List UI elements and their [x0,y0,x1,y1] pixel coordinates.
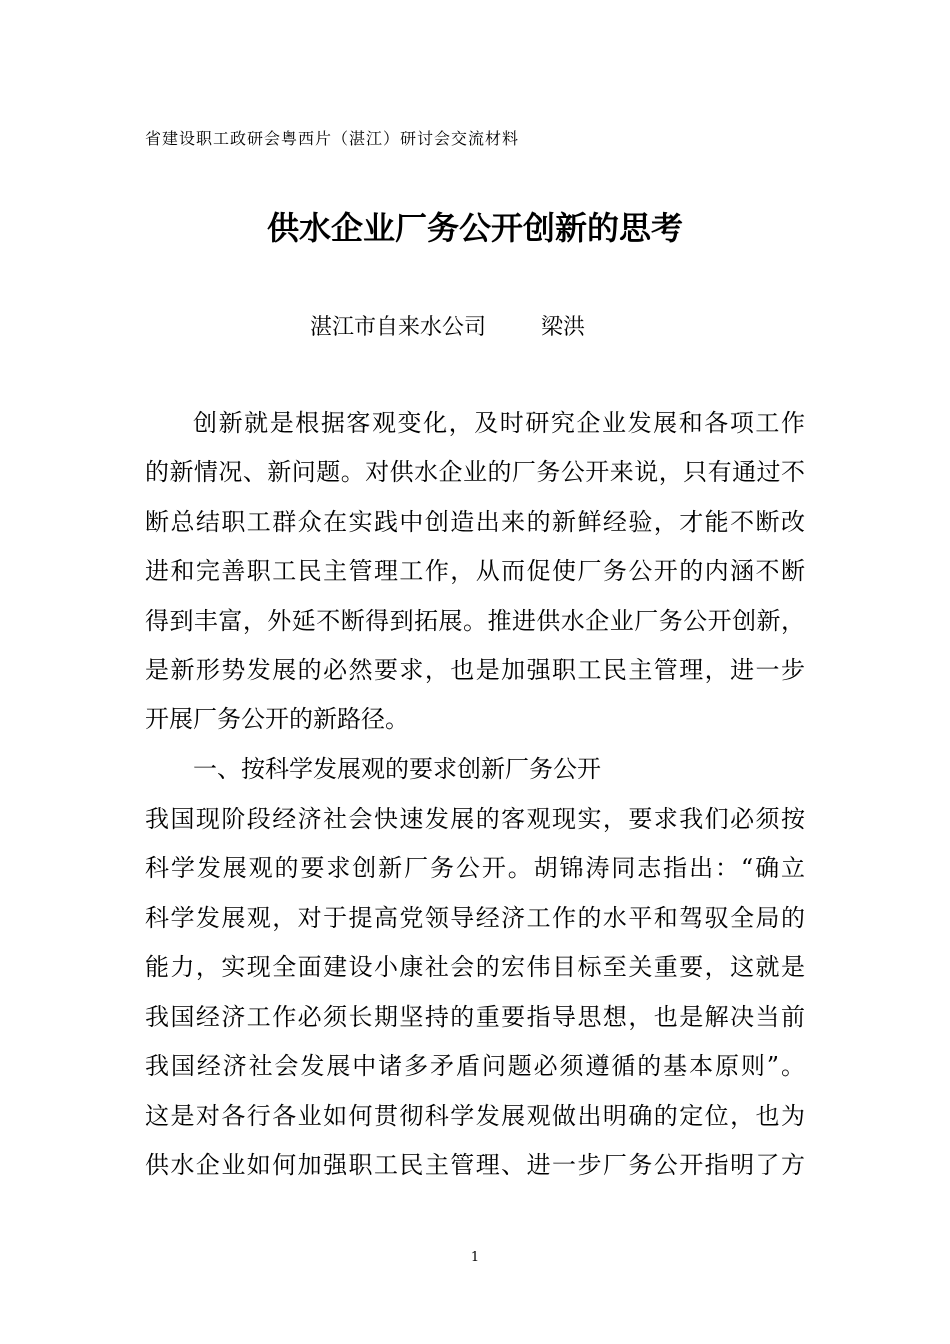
paragraph-line: 科学发展观，对于提高党领导经济工作的水平和驾驭全局的 [145,904,805,932]
paragraph-line: 科学发展观的要求创新厂务公开。胡锦涛同志指出：“确立 [145,854,805,882]
page-number: 1 [470,1250,480,1265]
paragraph-line: 的新情况、新问题。对供水企业的厂务公开来说，只有通过不 [145,458,805,486]
byline-organization: 湛江市自来水公司 [310,315,487,340]
paragraph-line: 是新形势发展的必然要求，也是加强职工民主管理，进一步 [145,656,805,684]
paragraph-line: 创新就是根据客观变化，及时研究企业发展和各项工作 [193,409,805,437]
byline [310,310,585,341]
paragraph-line: 能力，实现全面建设小康社会的宏伟目标至关重要，这就是 [145,953,805,981]
paragraph-line: 断总结职工群众在实践中创造出来的新鲜经验，才能不断改 [145,508,805,536]
paragraph-line: 得到丰富，外延不断得到拓展。推进供水企业厂务公开创新， [145,607,805,635]
paragraph-line: 这是对各行各业如何贯彻科学发展观做出明确的定位，也为 [145,1102,805,1130]
paragraph-line: 我国经济社会发展中诸多矛盾问题必须遵循的基本原则”。 [145,1052,805,1080]
paragraph-line: 开展厂务公开的新路径。 [145,705,409,733]
paragraph-line: 供水企业如何加强职工民主管理、进一步厂务公开指明了方 [145,1151,805,1179]
paragraph-line: 进和完善职工民主管理工作，从而促使厂务公开的内涵不断 [145,557,805,585]
paragraph-line: 我国经济工作必须长期坚持的重要指导思想，也是解决当前 [145,1003,805,1031]
paragraph-line: 我国现阶段经济社会快速发展的客观现实，要求我们必须按 [145,805,805,833]
document-header: 省建设职工政研会粤西片（湛江）研讨会交流材料 [145,129,520,148]
section-heading: 一、按科学发展观的要求创新厂务公开 [193,755,601,783]
document-title: 供水企业厂务公开创新的思考 [266,209,683,247]
byline-author: 梁洪 [541,315,586,340]
